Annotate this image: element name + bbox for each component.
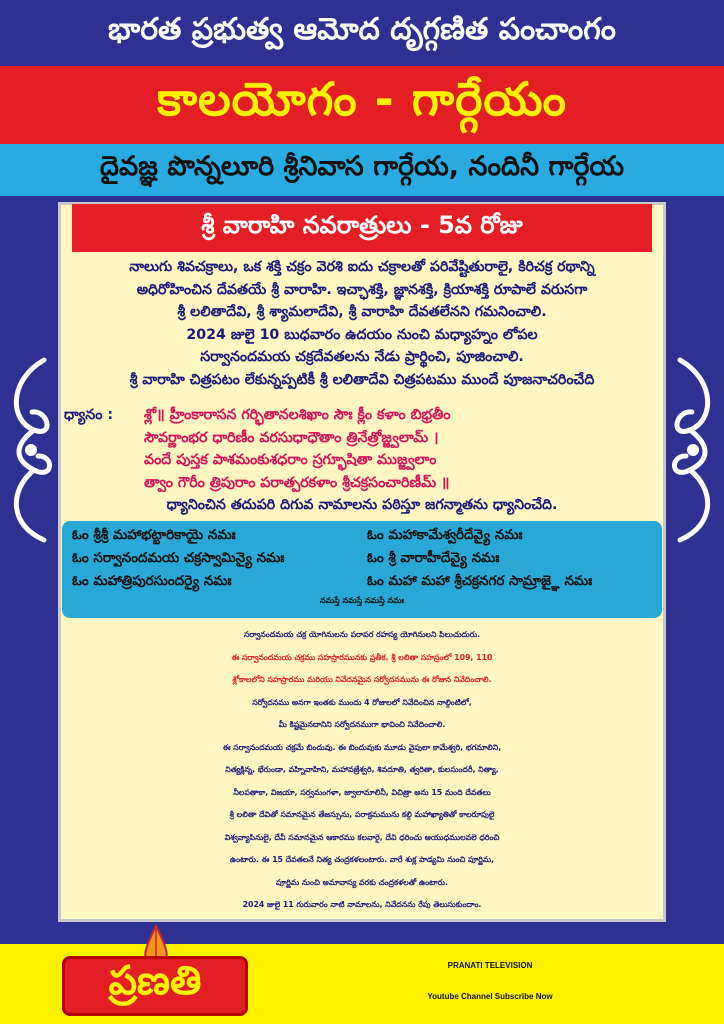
mantra-item: ఓం మహాకామేశ్వరీదేవ్యై నమః	[367, 527, 523, 543]
body-line: నిత్యక్లిన్న, భేరుండా, వహ్నివాహిని, మహావజ్రేశ్వరి, శివదూతి, త్వరితా, కులసుందరీ, నిత్యా,	[225, 765, 499, 774]
panchangam-header	[0, 0, 724, 66]
intro-line: 2024 జులై 10 బుధవారం ఉదయం నుంచి మధ్యాహ్నం లోపల	[186, 326, 538, 343]
main-title-banner	[0, 66, 724, 144]
body-line: శ్రీ లలితా దేవితో సమానమైన తేజస్సును, పరాక్రమమును కల్గి మహాఖ్యాతితో కాలరూపులై	[229, 810, 495, 819]
authors-text: దైవజ్ఞ పొన్నలూరి శ్రీనివాస గార్గేయ, నందినీ గార్గేయ	[99, 151, 625, 182]
logo-text: ప్రణతి	[108, 958, 202, 1004]
mantra-closing: నమస్తే నమస్తే నమస్తే నమః	[320, 596, 404, 605]
body-line: ఉంటారు. ఈ 15 దేవతలనే నిత్య చంద్రకళలంటారు. వారే శుక్ల పాడ్యమి నుంచి పూర్ణిమ,	[229, 855, 495, 864]
dhyanam-closing: ధ్యానించిన తదుపరి దిగువ నామాలను పఠిస్తూ జగన్మాతను ధ్యానించేది.	[166, 497, 558, 513]
shloka-line: వందే పుస్తక పాశమంకుశధరాం స్రగ్భూషితా ముజ్జ్వలాం	[144, 452, 437, 468]
panchangam-title: భారత ప్రభుత్వ ఆమోద దృగ్గణిత పంచాంగం	[108, 12, 616, 47]
shloka-line: శ్లో॥ హ్రీంకారాసన గర్భితానలశిఖాం సౌః క్లీం కళాం బిభ్రతీం	[144, 407, 451, 423]
shloka-line: సౌవర్ణాంభర ధారిణీం వరసుధాధౌతాం త్రినేత్రోజ్జ్వలామ్ ।	[144, 429, 439, 446]
left-ornament-icon	[4, 350, 58, 550]
body-line: సర్వానందమయ చక్ర యోగినులను పరాపర రహస్య యోగినులని పిలుచుదురు.	[243, 630, 481, 639]
main-title: కాలయోగం - గార్గేయం	[157, 72, 567, 126]
channel-promo	[270, 950, 710, 1012]
dhyanam-label: ధ్యానం :	[64, 407, 114, 423]
mantra-item: ఓం శ్రీ వారాహీదేవ్యై నమః	[367, 550, 500, 566]
body-line: పూర్ణిమ నుంచి అమావాస్య వరకు చంద్రకళలతో ఉంటారు.	[276, 877, 448, 887]
body-line: సర్వోదనము అనగా ఇంతకు ముందు 4 రోజులలో నివేదించిన నాల్గింటిలో,	[252, 697, 472, 707]
intro-line: అధిరోహించిన దేవతయే శ్రీ వారాహి. ఇచ్ఛాశక్తి, జ్ఞానశక్తి, క్రియాశక్తి రూపాలే వరుసగా	[136, 281, 588, 298]
subscribe-cta: Youtube Channel Subscribe Now	[427, 992, 553, 1001]
shloka-line: త్వాం గౌరీం త్రిపురాం పరాత్పరకళాం శ్రీచక్రసంచారిణీమ్ ॥	[144, 474, 450, 491]
pranati-logo	[62, 956, 248, 1016]
body-line: ఈ సర్వానందమయ చక్రమే బిందువు. ఈ బిందువుకు మూడు వైపులా కామేశ్వరి, భగమాలిని,	[222, 742, 502, 752]
body-line: ఈ సర్వానందమయ చక్రము సహస్రారమునకు ప్రతీక. శ్రీ లలితా సహస్రంలో 109, 110	[231, 652, 493, 662]
intro-line: నాలుగు శివచక్రాలు, ఒక శక్తి చక్రం వెరశి ఐదు చక్రాలతో పరివేష్టితురాలై, కిరిచక్ర రథాన్ని	[129, 259, 595, 275]
right-ornament-icon	[666, 350, 720, 550]
body-line: మీ కిష్టమైనదానిని సర్వోదనముగా భావించి నివేదించాలి.	[278, 720, 446, 729]
mantra-item: ఓం శ్రీశ్రీ మహాభట్టారికాయై నమః	[72, 527, 236, 543]
day-title: శ్రీ వారాహి నవరాత్రులు - 5వ రోజు	[201, 211, 523, 239]
mantra-box	[62, 521, 662, 618]
mantra-item: ఓం సర్వానందమయ చక్రస్వామిన్యై నమః	[72, 550, 285, 566]
intro-line: శ్రీ లలితాదేవి, శ్రీ శ్యామలాదేవి, శ్రీ వారాహి దేవతలేనని గమనించాలి.	[177, 304, 547, 320]
mantra-item: ఓం మహాత్రిపురసుందర్యై నమః	[72, 573, 232, 589]
channel-name: PRANATI TELEVISION	[447, 961, 533, 970]
body-line: శ్లోకాలలోని సహస్రారము మరియు నివేదనమైన సర్వోదనమును ఈ రోజున నివేదించాలి.	[232, 675, 492, 684]
authors-banner	[0, 144, 724, 196]
dhyanam-section	[64, 404, 660, 517]
mantra-item: ఓం మహా మహా శ్రీచక్రనగర సామ్రాజ్ఞై నమః	[367, 573, 593, 589]
lower-text	[62, 624, 662, 917]
body-line: 2024 జులై 11 గురువారం నాటి నామాలను, నివేదనను రేపు తెలుసుకుందాం.	[242, 900, 482, 909]
intro-line: శ్రీ వారాహి చిత్రపటం లేకున్నప్పటికీ శ్రీ లలితాదేవి చిత్రపటము ముందే పూజనాచరించేది	[129, 371, 595, 388]
body-line: నీలపతాకా, విజయా, సర్వమంగళా, జ్వాలామాలినీ, విచిత్రా అను 15 మంది దేవతలు	[233, 787, 491, 797]
body-line: విశ్వవ్యాపినులై, దేవీ సమానమైన ఆకారము కలవారై, దేవి ధరించు ఆయుధములవలె ధరించి	[224, 832, 500, 842]
intro-line: సర్వానందమయ చక్రదేవతలను నేడు ప్రార్థించి, పూజించాలి.	[200, 349, 524, 365]
intro-text	[64, 256, 660, 391]
day-title-banner	[72, 204, 652, 252]
